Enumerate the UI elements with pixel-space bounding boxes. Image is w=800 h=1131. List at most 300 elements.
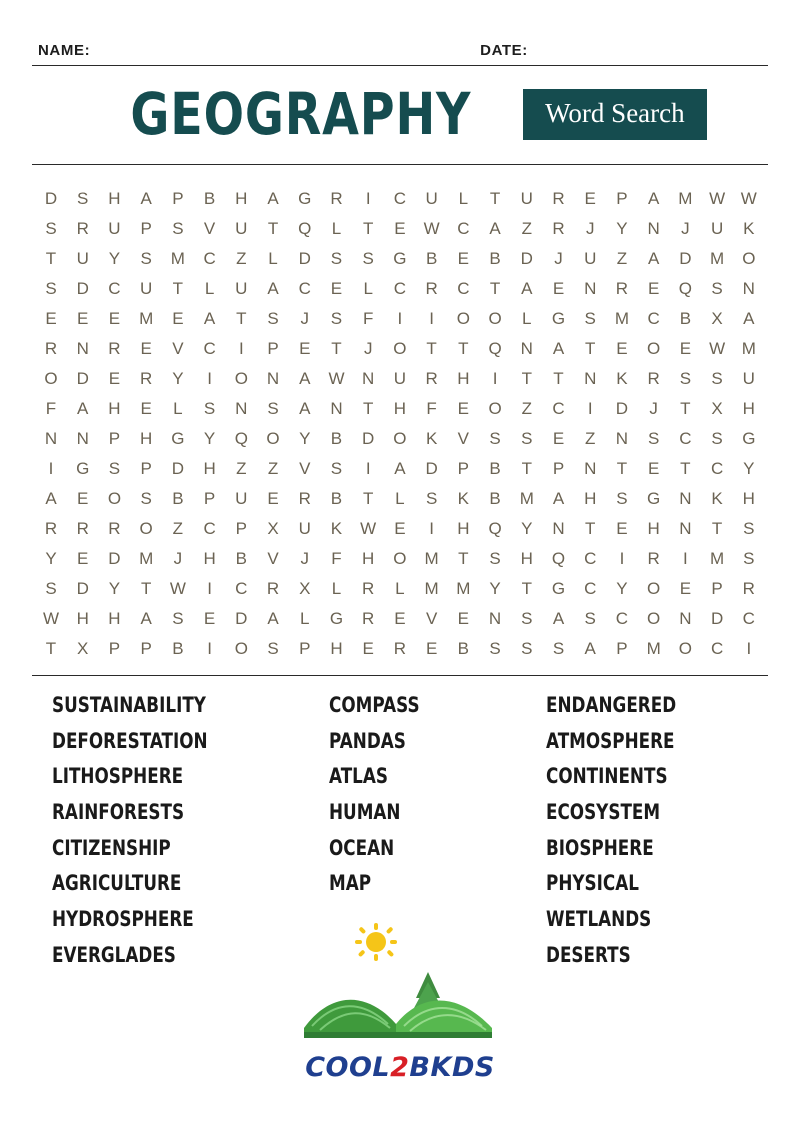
puzzle-cell[interactable]: A	[77, 399, 89, 418]
puzzle-cell[interactable]: V	[457, 429, 470, 448]
puzzle-cell[interactable]: V	[299, 459, 311, 478]
puzzle-cell[interactable]: T	[521, 579, 532, 598]
puzzle-cell[interactable]: S	[330, 309, 343, 328]
puzzle-cell[interactable]: J	[173, 549, 183, 568]
puzzle-cell[interactable]: A	[45, 489, 57, 508]
puzzle-cell[interactable]: S	[267, 639, 279, 658]
puzzle-cell[interactable]: G	[551, 309, 566, 328]
puzzle-cell[interactable]: U	[393, 369, 407, 388]
puzzle-cell[interactable]: M	[710, 549, 725, 568]
puzzle-cell[interactable]: S	[489, 549, 501, 568]
puzzle-cell[interactable]: H	[330, 639, 343, 658]
puzzle-cell[interactable]: A	[584, 639, 596, 658]
puzzle-cell[interactable]: B	[489, 459, 501, 478]
puzzle-cell[interactable]: H	[140, 429, 153, 448]
puzzle-cell[interactable]: Y	[743, 459, 755, 478]
puzzle-cell[interactable]: T	[172, 279, 184, 298]
puzzle-cell[interactable]: P	[299, 639, 311, 658]
puzzle-cell[interactable]: D	[615, 399, 629, 418]
puzzle-cell[interactable]: U	[76, 249, 89, 268]
puzzle-cell[interactable]: U	[140, 279, 153, 298]
puzzle-cell[interactable]: B	[425, 249, 438, 268]
puzzle-cell[interactable]: I	[397, 309, 403, 328]
puzzle-cell[interactable]: E	[679, 579, 692, 598]
puzzle-cell[interactable]: T	[362, 219, 374, 238]
puzzle-cell[interactable]: U	[235, 219, 248, 238]
puzzle-cell[interactable]: Z	[616, 249, 628, 268]
puzzle-cell[interactable]: I	[429, 519, 434, 538]
puzzle-cell[interactable]: L	[522, 309, 532, 328]
puzzle-cell[interactable]: C	[647, 309, 660, 328]
puzzle-cell[interactable]: E	[394, 219, 406, 238]
puzzle-cell[interactable]: Q	[234, 429, 248, 448]
puzzle-cell[interactable]: V	[425, 609, 438, 628]
puzzle-cell[interactable]: I	[207, 639, 212, 658]
puzzle-cell[interactable]: N	[362, 369, 375, 388]
puzzle-cell[interactable]: K	[616, 369, 628, 388]
puzzle-cell[interactable]: W	[709, 189, 726, 208]
puzzle-cell[interactable]: T	[521, 459, 532, 478]
puzzle-cell[interactable]: T	[267, 219, 279, 238]
puzzle-cell[interactable]: L	[363, 279, 373, 298]
puzzle-cell[interactable]: E	[679, 339, 692, 358]
word-list-item[interactable]: OCEAN	[329, 835, 395, 860]
puzzle-cell[interactable]: E	[140, 399, 152, 418]
puzzle-cell[interactable]: Y	[521, 519, 533, 538]
puzzle-cell[interactable]: P	[267, 339, 279, 358]
puzzle-cell[interactable]: Q	[298, 219, 312, 238]
puzzle-cell[interactable]: P	[140, 459, 152, 478]
puzzle-cell[interactable]: H	[108, 399, 121, 418]
puzzle-cell[interactable]: E	[362, 639, 374, 658]
puzzle-cell[interactable]: S	[267, 309, 279, 328]
puzzle-cell[interactable]: V	[267, 549, 279, 568]
puzzle-cell[interactable]: O	[234, 639, 248, 658]
puzzle-cell[interactable]: E	[140, 339, 152, 358]
puzzle-cell[interactable]: P	[457, 459, 470, 478]
puzzle-cell[interactable]: T	[616, 459, 628, 478]
puzzle-cell[interactable]: O	[456, 309, 470, 328]
puzzle-cell[interactable]: N	[76, 339, 89, 358]
puzzle-cell[interactable]: O	[393, 339, 407, 358]
puzzle-cell[interactable]: T	[362, 399, 374, 418]
puzzle-cell[interactable]: C	[393, 189, 407, 208]
puzzle-cell[interactable]: Q	[678, 279, 692, 298]
puzzle-cell[interactable]: C	[235, 579, 248, 598]
puzzle-cell[interactable]: D	[76, 279, 89, 298]
puzzle-cell[interactable]: N	[76, 429, 89, 448]
puzzle-cell[interactable]: D	[76, 579, 89, 598]
puzzle-cell[interactable]: R	[552, 219, 565, 238]
puzzle-cell[interactable]: E	[77, 549, 89, 568]
puzzle-cell[interactable]: I	[683, 549, 688, 568]
puzzle-cell[interactable]: A	[394, 459, 406, 478]
word-list-item[interactable]: ATLAS	[329, 764, 388, 789]
puzzle-cell[interactable]: H	[108, 189, 121, 208]
puzzle-cell[interactable]: C	[203, 519, 216, 538]
puzzle-cell[interactable]: F	[362, 309, 374, 328]
puzzle-cell[interactable]: W	[42, 609, 60, 628]
puzzle-cell[interactable]: N	[679, 609, 692, 628]
puzzle-cell[interactable]: O	[647, 609, 661, 628]
word-list-item[interactable]: WETLANDS	[546, 907, 652, 932]
puzzle-cell[interactable]: R	[140, 369, 153, 388]
puzzle-cell[interactable]: A	[140, 609, 152, 628]
puzzle-cell[interactable]: E	[77, 489, 89, 508]
puzzle-cell[interactable]: N	[235, 399, 248, 418]
puzzle-cell[interactable]: D	[235, 609, 248, 628]
puzzle-cell[interactable]: N	[679, 519, 692, 538]
puzzle-cell[interactable]: N	[615, 429, 629, 448]
puzzle-cell[interactable]: D	[425, 459, 438, 478]
puzzle-cell[interactable]: R	[425, 369, 438, 388]
puzzle-cell[interactable]: E	[172, 309, 184, 328]
brand-logo[interactable]	[0, 1052, 800, 1083]
puzzle-cell[interactable]: G	[647, 489, 661, 508]
puzzle-cell[interactable]: S	[743, 519, 755, 538]
puzzle-cell[interactable]: J	[681, 219, 690, 238]
puzzle-cell[interactable]: C	[108, 279, 121, 298]
puzzle-cell[interactable]: N	[552, 519, 565, 538]
puzzle-cell[interactable]: R	[76, 519, 89, 538]
puzzle-cell[interactable]: O	[44, 369, 58, 388]
puzzle-cell[interactable]: Z	[521, 219, 532, 238]
puzzle-cell[interactable]: P	[711, 579, 723, 598]
puzzle-cell[interactable]: F	[426, 399, 437, 418]
puzzle-cell[interactable]: U	[520, 189, 533, 208]
puzzle-cell[interactable]: D	[679, 249, 692, 268]
puzzle-cell[interactable]: E	[330, 279, 343, 298]
word-list-item[interactable]: HYDROSPHERE	[52, 907, 194, 932]
puzzle-cell[interactable]: Z	[585, 429, 596, 448]
puzzle-cell[interactable]: S	[584, 609, 596, 628]
puzzle-cell[interactable]: T	[331, 339, 342, 358]
puzzle-cell[interactable]: S	[330, 459, 343, 478]
puzzle-cell[interactable]: S	[647, 429, 660, 448]
word-list-item[interactable]: ENDANGERED	[546, 693, 677, 717]
puzzle-cell[interactable]: A	[299, 399, 311, 418]
word-list-item[interactable]: SUSTAINABILITY	[52, 693, 206, 717]
puzzle-cell[interactable]: K	[457, 489, 470, 508]
puzzle-cell[interactable]: O	[234, 369, 248, 388]
word-list-item[interactable]: ECOSYSTEM	[546, 800, 661, 825]
puzzle-cell[interactable]: S	[552, 639, 565, 658]
puzzle-cell[interactable]: P	[140, 219, 152, 238]
puzzle-cell[interactable]: U	[742, 369, 755, 388]
puzzle-cell[interactable]: D	[710, 609, 724, 628]
puzzle-cell[interactable]: R	[742, 579, 755, 598]
puzzle-cell[interactable]: E	[552, 429, 565, 448]
puzzle-cell[interactable]: C	[710, 639, 724, 658]
puzzle-cell[interactable]: U	[235, 279, 248, 298]
puzzle-cell[interactable]: O	[678, 639, 692, 658]
puzzle-cell[interactable]: P	[140, 639, 152, 658]
puzzle-cell[interactable]: K	[743, 219, 755, 238]
puzzle-cell[interactable]: Y	[45, 549, 57, 568]
puzzle-cell[interactable]: P	[616, 189, 628, 208]
puzzle-cell[interactable]: E	[299, 339, 311, 358]
puzzle-cell[interactable]: A	[647, 189, 660, 208]
puzzle-cell[interactable]: X	[299, 579, 311, 598]
puzzle-cell[interactable]: C	[298, 279, 311, 298]
puzzle-cell[interactable]: B	[457, 639, 470, 658]
puzzle-cell[interactable]: U	[298, 519, 311, 538]
puzzle-cell[interactable]: L	[204, 279, 215, 298]
puzzle-cell[interactable]: S	[45, 219, 57, 238]
puzzle-cell[interactable]: S	[584, 309, 596, 328]
puzzle-cell[interactable]: C	[393, 279, 407, 298]
puzzle-cell[interactable]: E	[267, 489, 279, 508]
puzzle-cell[interactable]: D	[171, 459, 185, 478]
puzzle-cell[interactable]: I	[746, 639, 752, 658]
puzzle-cell[interactable]: D	[520, 249, 533, 268]
puzzle-cell[interactable]: O	[266, 429, 280, 448]
puzzle-cell[interactable]: N	[584, 279, 597, 298]
puzzle-cell[interactable]: H	[76, 609, 89, 628]
puzzle-cell[interactable]: Y	[203, 429, 216, 448]
puzzle-cell[interactable]: N	[266, 369, 280, 388]
puzzle-cell[interactable]: A	[521, 279, 533, 298]
puzzle-cell[interactable]: X	[711, 309, 723, 328]
puzzle-cell[interactable]: S	[362, 249, 374, 268]
puzzle-cell[interactable]: S	[489, 639, 501, 658]
puzzle-cell[interactable]: I	[365, 459, 371, 478]
puzzle-cell[interactable]: T	[236, 309, 247, 328]
puzzle-cell[interactable]: J	[363, 339, 373, 358]
puzzle-cell[interactable]: P	[203, 489, 216, 508]
puzzle-cell[interactable]: R	[266, 579, 280, 598]
puzzle-cell[interactable]: I	[587, 399, 593, 418]
puzzle-cell[interactable]: E	[425, 639, 438, 658]
puzzle-cell[interactable]: W	[740, 189, 757, 208]
puzzle-cell[interactable]: M	[139, 309, 154, 328]
puzzle-cell[interactable]: L	[395, 579, 405, 598]
puzzle-cell[interactable]: L	[395, 489, 405, 508]
puzzle-cell[interactable]: E	[108, 369, 121, 388]
puzzle-cell[interactable]: L	[268, 249, 278, 268]
puzzle-cell[interactable]: E	[45, 309, 57, 328]
puzzle-cell[interactable]: S	[489, 429, 501, 448]
puzzle-cell[interactable]: N	[584, 369, 597, 388]
puzzle-cell[interactable]: L	[331, 219, 342, 238]
puzzle-cell[interactable]: R	[44, 339, 58, 358]
puzzle-cell[interactable]: M	[710, 249, 725, 268]
puzzle-cell[interactable]: P	[172, 189, 184, 208]
puzzle-cell[interactable]: C	[584, 579, 597, 598]
puzzle-cell[interactable]: D	[362, 429, 375, 448]
puzzle-cell[interactable]: E	[108, 309, 121, 328]
puzzle-cell[interactable]: R	[393, 639, 407, 658]
word-list-item[interactable]: CONTINENTS	[546, 764, 668, 789]
puzzle-cell[interactable]: G	[76, 459, 90, 478]
puzzle-cell[interactable]: Y	[172, 369, 184, 388]
puzzle-cell[interactable]: F	[45, 399, 57, 418]
puzzle-cell[interactable]: H	[362, 549, 375, 568]
puzzle-cell[interactable]: G	[298, 189, 312, 208]
word-list-item[interactable]: COMPASS	[329, 693, 420, 717]
word-list-item[interactable]: BIOSPHERE	[546, 835, 654, 860]
puzzle-cell[interactable]: C	[457, 219, 470, 238]
puzzle-cell[interactable]: H	[108, 609, 121, 628]
puzzle-cell[interactable]: T	[521, 369, 532, 388]
puzzle-cell[interactable]: N	[647, 219, 660, 238]
puzzle-cell[interactable]: M	[424, 579, 439, 598]
puzzle-cell[interactable]: Y	[489, 579, 501, 598]
puzzle-cell[interactable]: C	[552, 399, 565, 418]
puzzle-cell[interactable]: Z	[236, 249, 247, 268]
puzzle-cell[interactable]: U	[108, 219, 121, 238]
puzzle-cell[interactable]: U	[584, 249, 597, 268]
puzzle-cell[interactable]: H	[457, 519, 470, 538]
puzzle-cell[interactable]: N	[584, 459, 597, 478]
puzzle-cell[interactable]: L	[173, 399, 183, 418]
puzzle-cell[interactable]: B	[172, 489, 184, 508]
puzzle-cell[interactable]: G	[171, 429, 185, 448]
puzzle-cell[interactable]: J	[649, 399, 658, 418]
word-list-item[interactable]: ATMOSPHERE	[546, 728, 675, 753]
puzzle-cell[interactable]: R	[44, 519, 58, 538]
word-list-item[interactable]: AGRICULTURE	[52, 871, 182, 896]
word-list-item[interactable]: MAP	[329, 871, 372, 896]
puzzle-cell[interactable]: E	[552, 279, 565, 298]
puzzle-cell[interactable]: D	[44, 189, 58, 208]
puzzle-cell[interactable]: H	[742, 489, 755, 508]
puzzle-cell[interactable]: C	[615, 609, 629, 628]
puzzle-cell[interactable]: S	[172, 219, 184, 238]
puzzle-cell[interactable]: S	[203, 399, 216, 418]
puzzle-cell[interactable]: I	[207, 579, 212, 598]
word-list-item[interactable]: DESERTS	[546, 942, 631, 967]
puzzle-cell[interactable]: C	[742, 609, 755, 628]
puzzle-cell[interactable]: W	[423, 219, 440, 238]
puzzle-cell[interactable]: S	[140, 249, 152, 268]
puzzle-cell[interactable]: E	[203, 609, 216, 628]
puzzle-cell[interactable]: C	[584, 549, 597, 568]
puzzle-cell[interactable]: A	[489, 219, 501, 238]
puzzle-cell[interactable]: S	[616, 489, 628, 508]
puzzle-cell[interactable]: O	[647, 579, 661, 598]
puzzle-cell[interactable]: A	[743, 309, 755, 328]
puzzle-cell[interactable]: Z	[521, 399, 532, 418]
puzzle-cell[interactable]: H	[203, 549, 216, 568]
puzzle-cell[interactable]: V	[172, 339, 184, 358]
puzzle-cell[interactable]: M	[646, 639, 661, 658]
puzzle-cell[interactable]: M	[614, 309, 630, 328]
puzzle-cell[interactable]: P	[235, 519, 247, 538]
puzzle-cell[interactable]: I	[365, 189, 371, 208]
puzzle-cell[interactable]: N	[330, 399, 343, 418]
puzzle-cell[interactable]: B	[235, 549, 247, 568]
puzzle-cell[interactable]: S	[108, 459, 121, 478]
puzzle-cell[interactable]: B	[679, 309, 692, 328]
puzzle-cell[interactable]: I	[429, 309, 434, 328]
puzzle-cell[interactable]: A	[203, 309, 216, 328]
puzzle-cell[interactable]: S	[711, 279, 723, 298]
puzzle-cell[interactable]: Q	[488, 339, 502, 358]
puzzle-cell[interactable]: C	[679, 429, 692, 448]
puzzle-cell[interactable]: E	[457, 609, 470, 628]
puzzle-cell[interactable]: R	[425, 279, 438, 298]
puzzle-cell[interactable]: T	[45, 639, 57, 658]
puzzle-cell[interactable]: Z	[267, 459, 279, 478]
puzzle-cell[interactable]: S	[711, 369, 723, 388]
puzzle-cell[interactable]: H	[647, 519, 660, 538]
puzzle-cell[interactable]: M	[678, 189, 693, 208]
puzzle-cell[interactable]: T	[489, 279, 501, 298]
puzzle-cell[interactable]: P	[552, 459, 565, 478]
puzzle-cell[interactable]: B	[203, 189, 216, 208]
puzzle-cell[interactable]: J	[554, 249, 563, 268]
puzzle-cell[interactable]: N	[679, 489, 692, 508]
puzzle-cell[interactable]: Y	[108, 579, 121, 598]
puzzle-cell[interactable]: A	[647, 249, 660, 268]
puzzle-cell[interactable]: M	[456, 579, 471, 598]
puzzle-cell[interactable]: O	[139, 519, 153, 538]
puzzle-cell[interactable]: U	[710, 219, 724, 238]
puzzle-cell[interactable]: I	[492, 369, 498, 388]
puzzle-cell[interactable]: N	[44, 429, 58, 448]
puzzle-cell[interactable]: S	[521, 609, 533, 628]
puzzle-cell[interactable]: M	[424, 549, 439, 568]
puzzle-cell[interactable]: A	[267, 189, 279, 208]
puzzle-cell[interactable]: D	[76, 369, 89, 388]
puzzle-cell[interactable]: W	[328, 369, 345, 388]
puzzle-cell[interactable]: R	[647, 549, 660, 568]
puzzle-cell[interactable]: Y	[616, 579, 628, 598]
puzzle-cell[interactable]: G	[329, 609, 344, 628]
puzzle-cell[interactable]: P	[108, 639, 121, 658]
word-list-item[interactable]: EVERGLADES	[52, 942, 176, 967]
puzzle-cell[interactable]: W	[709, 339, 726, 358]
puzzle-cell[interactable]: Y	[108, 249, 121, 268]
puzzle-cell[interactable]: T	[680, 399, 691, 418]
puzzle-cell[interactable]: A	[299, 369, 311, 388]
puzzle-cell[interactable]: C	[203, 339, 216, 358]
puzzle-cell[interactable]: T	[458, 549, 469, 568]
puzzle-cell[interactable]: X	[267, 519, 279, 538]
puzzle-cell[interactable]: M	[741, 339, 756, 358]
puzzle-cell[interactable]: X	[711, 399, 723, 418]
puzzle-cell[interactable]: E	[77, 309, 89, 328]
puzzle-cell[interactable]: V	[203, 219, 216, 238]
puzzle-cell[interactable]: O	[647, 339, 661, 358]
puzzle-cell[interactable]: D	[298, 249, 311, 268]
puzzle-cell[interactable]: D	[108, 549, 121, 568]
puzzle-cell[interactable]: M	[170, 249, 185, 268]
puzzle-cell[interactable]: T	[585, 339, 596, 358]
puzzle-cell[interactable]: H	[742, 399, 755, 418]
puzzle-cell[interactable]: I	[48, 459, 54, 478]
puzzle-cell[interactable]: E	[616, 519, 628, 538]
puzzle-cell[interactable]: I	[619, 549, 625, 568]
puzzle-cell[interactable]: O	[742, 249, 756, 268]
puzzle-cell[interactable]: T	[362, 489, 374, 508]
puzzle-cell[interactable]: W	[169, 579, 186, 598]
puzzle-cell[interactable]: R	[615, 279, 629, 298]
puzzle-cell[interactable]: O	[393, 429, 407, 448]
puzzle-cell[interactable]: P	[616, 639, 628, 658]
puzzle-cell[interactable]: H	[235, 189, 248, 208]
puzzle-cell[interactable]: M	[139, 549, 154, 568]
puzzle-cell[interactable]: A	[267, 609, 279, 628]
word-list-item[interactable]: DEFORESTATION	[52, 728, 208, 753]
puzzle-cell[interactable]: S	[521, 639, 533, 658]
puzzle-cell[interactable]: N	[520, 339, 533, 358]
puzzle-cell[interactable]: S	[45, 579, 57, 598]
puzzle-cell[interactable]: O	[393, 549, 407, 568]
puzzle-cell[interactable]: Q	[488, 519, 502, 538]
puzzle-cell[interactable]: A	[140, 189, 152, 208]
